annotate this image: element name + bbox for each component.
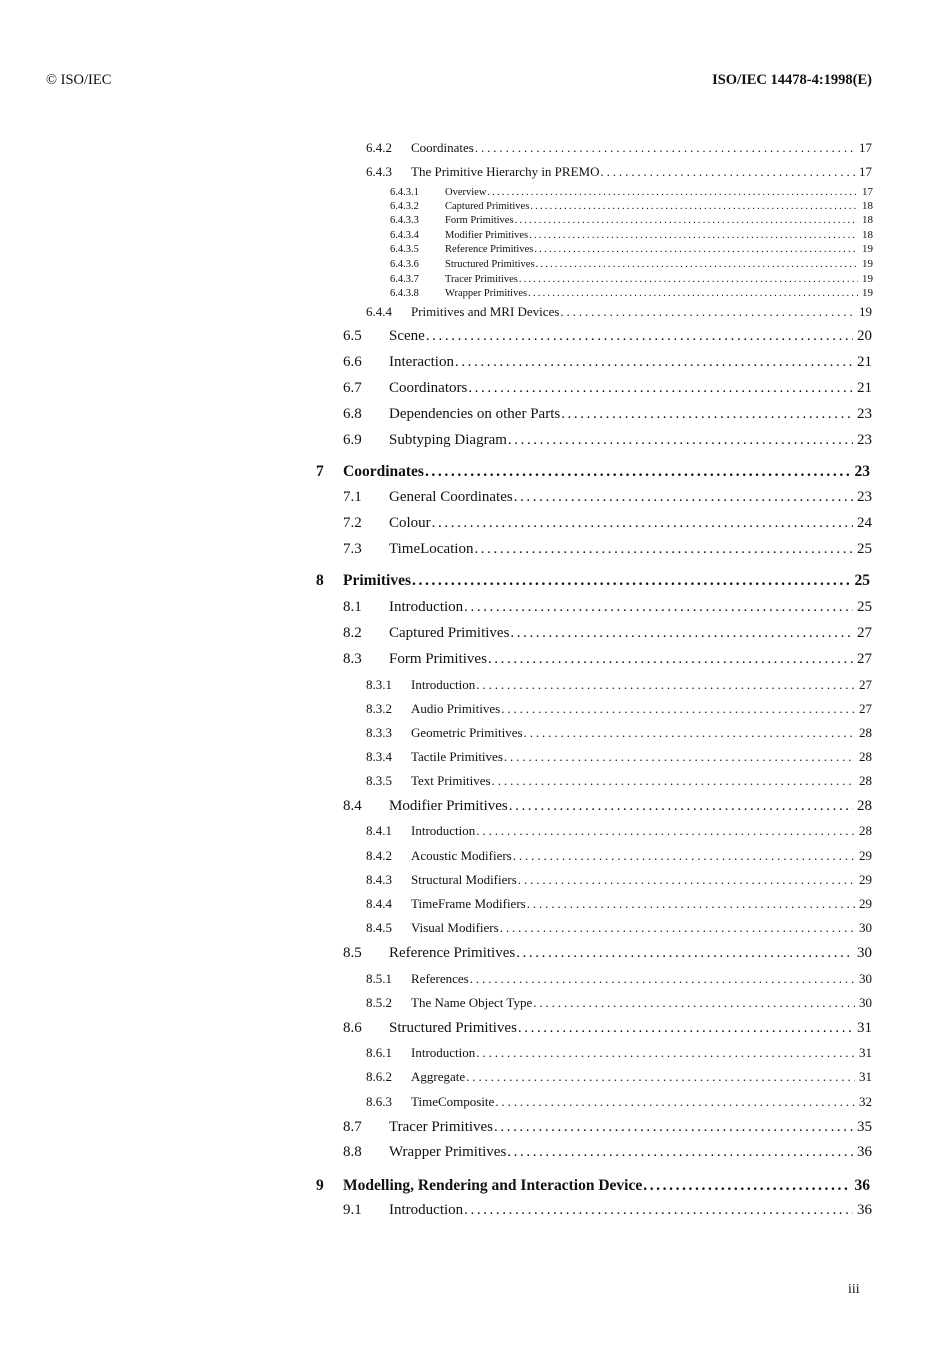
toc-number: 6.4.3.1 [390,187,419,198]
toc-page: 30 [859,920,872,935]
toc-page: 17 [862,186,873,198]
toc-title: Captured Primitives [389,625,510,641]
toc-title: Tracer Primitives [445,274,518,285]
toc-page: 27 [859,701,872,716]
toc-page: 19 [859,304,872,319]
toc-number: 6.4.3.4 [390,230,419,241]
toc-title: Structured Primitives [445,259,535,270]
toc-leader [425,463,851,481]
toc-number: 6.6 [343,354,362,370]
toc-number: 8.4.1 [366,823,392,838]
toc-title: Modifier Primitives [445,230,529,241]
toc-entry-8-6-2[interactable] [366,1069,872,1085]
toc-page: 25 [857,541,872,557]
toc-leader [432,515,853,532]
toc-page: 25 [857,599,872,615]
toc-entry-6-4-3-7[interactable] [390,273,873,285]
toc-number: 8.4.3 [366,872,392,887]
toc-leader [488,651,853,668]
toc-title: Introduction [389,599,464,615]
toc-entry-8-5-2[interactable] [366,995,872,1011]
toc-leader [529,230,858,241]
toc-leader [466,1069,855,1085]
toc-number: 8.6.2 [366,1069,392,1084]
toc-title: Primitives and MRI Devices [411,304,560,319]
toc-entry-6-4-3-4[interactable] [390,229,873,241]
toc-title: TimeLocation [389,541,474,557]
toc-entry-7-1[interactable] [343,489,872,506]
toc-number: 6.4.3 [366,164,392,179]
toc-entry-8-4[interactable] [343,798,872,815]
toc-leader [527,896,855,912]
toc-page: 21 [857,380,872,396]
toc-title: Tactile Primitives [411,749,503,764]
toc-leader [492,773,855,789]
toc-number: 8.5 [343,945,362,961]
toc-entry-6-4-3-5[interactable] [390,243,873,255]
toc-entry-8-6-1[interactable] [366,1045,872,1061]
toc-number: 8.4.5 [366,920,392,935]
toc-page: 29 [859,896,872,911]
toc-number: 8.3 [343,651,362,667]
toc-entry-8[interactable] [316,572,870,590]
toc-title: Coordinators [389,380,468,396]
toc-title: Modifier Primitives [389,798,508,814]
toc-number: 7.1 [343,489,362,505]
toc-leader [518,1020,853,1037]
toc-title: Introduction [411,823,476,838]
toc-number: 6.7 [343,380,362,396]
toc-entry-6-4-3-2[interactable] [390,200,873,212]
toc-leader [533,995,855,1011]
toc-entry-6-9[interactable] [343,432,872,449]
toc-leader [528,288,858,299]
toc-number: 8.6 [343,1020,362,1036]
toc-leader [468,380,853,397]
toc-title: Introduction [389,1202,464,1218]
toc-number: 6.4.3.5 [390,244,419,255]
toc-leader [518,872,855,888]
toc-page: 30 [859,971,872,986]
toc-page: 19 [862,287,873,299]
toc-leader [515,215,858,226]
toc-entry-8-3-2[interactable] [366,701,872,717]
toc-leader [426,328,853,345]
toc-entry-7[interactable] [316,463,870,481]
toc-title: Introduction [411,677,476,692]
toc-title: Aggregate [411,1069,466,1084]
toc-leader [519,274,858,285]
toc-entry-6-4-4[interactable] [366,304,872,320]
toc-page: 28 [859,725,872,740]
toc-entry-6-5[interactable] [343,328,872,345]
toc-entry-8-4-2[interactable] [366,848,872,864]
toc-page: 31 [857,1020,872,1036]
toc-number: 7.3 [343,541,362,557]
toc-number: 8.3.5 [366,773,392,788]
toc-leader [464,599,853,616]
toc-title: Text Primitives [411,773,491,788]
toc-page: 31 [859,1069,872,1084]
toc-title: Scene [389,328,425,344]
toc-leader [530,201,858,212]
toc-entry-9-1[interactable] [343,1202,872,1219]
toc-entry-7-3[interactable] [343,541,872,558]
toc-leader [524,725,855,741]
toc-page: 36 [854,1177,870,1194]
toc-title: Wrapper Primitives [389,1144,507,1160]
toc-leader [476,677,855,693]
toc-page: 28 [859,823,872,838]
toc-number: 9.1 [343,1202,362,1218]
toc-page: 35 [857,1119,872,1135]
toc-title: Wrapper Primitives [445,288,528,299]
toc-title: Reference Primitives [445,244,534,255]
toc-leader [487,187,858,198]
toc-title: Interaction [389,354,454,370]
toc-leader [464,1202,853,1219]
toc-entry-6-4-3-6[interactable] [390,258,873,270]
toc-title: Form Primitives [445,215,514,226]
toc-page: 23 [857,489,872,505]
toc-entry-8-3[interactable] [343,651,872,668]
header-standard-id: ISO/IEC 14478-4:1998(E) [712,72,872,88]
toc-page: 21 [857,354,872,370]
toc-entry-6-4-2[interactable] [366,140,872,156]
toc-title: The Primitive Hierarchy in PREMO [411,164,600,179]
toc-page: 17 [859,140,872,155]
toc-entry-8-8[interactable] [343,1144,872,1161]
toc-page: 28 [857,798,872,814]
toc-entry-6-4-3-8[interactable] [390,287,873,299]
toc-page: 31 [859,1045,872,1060]
toc-title: TimeComposite [411,1094,495,1109]
toc-leader [516,945,853,962]
toc-page: 19 [862,258,873,270]
toc-entry-8-1[interactable] [343,599,872,616]
toc-entry-8-4-1[interactable] [366,823,872,839]
toc-page: 23 [857,432,872,448]
toc-number: 8.7 [343,1119,362,1135]
toc-title: Acoustic Modifiers [411,848,512,863]
toc-number: 8.8 [343,1144,362,1160]
toc-title: Structural Modifiers [411,872,517,887]
toc-number: 6.4.3.2 [390,201,419,212]
toc-page: 36 [857,1202,872,1218]
toc-title: Geometric Primitives [411,725,523,740]
toc-title: References [411,971,469,986]
toc-title: Colour [389,515,431,531]
toc-leader [476,1045,855,1061]
toc-leader [560,304,855,320]
toc-page: 30 [857,945,872,961]
toc-page: 19 [862,243,873,255]
toc-title: The Name Object Type [411,995,533,1010]
toc-page: 23 [857,406,872,422]
toc-number: 8.1 [343,599,362,615]
toc-number: 8.5.1 [366,971,392,986]
toc-title: Modelling, Rendering and Interaction Device [343,1177,643,1194]
toc-leader [474,541,853,558]
toc-page: 24 [857,515,872,531]
toc-entry-8-3-4[interactable] [366,749,872,765]
toc-number: 8.2 [343,625,362,641]
toc-number: 6.4.3.3 [390,215,419,226]
toc-title: Subtyping Diagram [389,432,507,448]
toc-page: 27 [857,625,872,641]
toc-page: 29 [859,872,872,887]
toc-title: Structured Primitives [389,1020,517,1036]
toc-page: 36 [857,1144,872,1160]
toc-entry-6-4-3[interactable] [366,164,872,180]
toc-leader [514,489,853,506]
toc-page: 29 [859,848,872,863]
toc-page: 18 [862,214,873,226]
toc-leader [495,1094,855,1110]
toc-number: 8.4 [343,798,362,814]
toc-leader [504,749,855,765]
toc-leader [476,823,855,839]
toc-number: 6.4.3.7 [390,274,419,285]
page-number: iii [848,1282,860,1297]
toc-number: 8.4.2 [366,848,392,863]
toc-number: 8.3.4 [366,749,392,764]
toc-title: Coordinates [343,463,424,480]
toc-entry-6-4-3-3[interactable] [390,214,873,226]
toc-entry-8-3-5[interactable] [366,773,872,789]
toc-entry-8-5-1[interactable] [366,971,872,987]
toc-number: 8.3.1 [366,677,392,692]
toc-number: 6.4.3.8 [390,288,419,299]
toc-leader [536,259,858,270]
toc-entry-8-3-3[interactable] [366,725,872,741]
toc-number: 6.4.4 [366,304,392,319]
toc-page: 23 [854,463,870,480]
toc-page: 27 [859,677,872,692]
toc-number: 6.8 [343,406,362,422]
toc-page: 17 [859,164,872,179]
toc-number: 6.9 [343,432,362,448]
toc-number: 8 [316,572,324,589]
toc-leader [600,164,855,180]
toc-page: 27 [857,651,872,667]
toc-leader [500,920,855,936]
toc-title: Visual Modifiers [411,920,499,935]
toc-entry-8-6-3[interactable] [366,1094,872,1110]
toc-leader [494,1119,853,1136]
toc-entry-8-7[interactable] [343,1119,872,1136]
toc-entry-8-4-4[interactable] [366,896,872,912]
toc-leader [508,432,853,449]
toc-page: 18 [862,229,873,241]
toc-entry-8-5[interactable] [343,945,872,962]
toc-entry-6-6[interactable] [343,354,872,371]
toc-leader [475,140,855,156]
toc-page: 32 [859,1094,872,1109]
toc-number: 6.5 [343,328,362,344]
toc-title: Form Primitives [389,651,487,667]
toc-leader [509,798,853,815]
toc-number: 8.6.3 [366,1094,392,1109]
toc-number: 8.6.1 [366,1045,392,1060]
toc-entry-6-7[interactable] [343,380,872,397]
toc-title: Coordinates [411,140,474,155]
toc-leader [643,1177,850,1195]
toc-leader [507,1144,853,1161]
toc-title: Captured Primitives [445,201,530,212]
toc-title: General Coordinates [389,489,513,505]
toc-title: TimeFrame Modifiers [411,896,526,911]
toc-entry-8-2[interactable] [343,625,872,642]
toc-entry-7-2[interactable] [343,515,872,532]
toc-title: Reference Primitives [389,945,516,961]
header-copyright: © ISO/IEC [46,72,112,88]
toc-leader [412,572,850,590]
toc-leader [534,244,858,255]
toc-page: 18 [862,200,873,212]
toc-leader [561,406,853,423]
toc-number: 8.5.2 [366,995,392,1010]
toc-leader [513,848,855,864]
toc-number: 8.3.3 [366,725,392,740]
toc-page: 28 [859,749,872,764]
toc-page: 28 [859,773,872,788]
toc-title: Primitives [343,572,412,589]
toc-number: 8.3.2 [366,701,392,716]
toc-number: 9 [316,1177,324,1194]
toc-entry-8-4-3[interactable] [366,872,872,888]
toc-number: 7.2 [343,515,362,531]
toc-leader [501,701,855,717]
toc-title: Tracer Primitives [389,1119,494,1135]
toc-number: 8.4.4 [366,896,392,911]
toc-page: 20 [857,328,872,344]
toc-title: Audio Primitives [411,701,501,716]
toc-number: 7 [316,463,324,480]
toc-page: 19 [862,273,873,285]
toc-number: 6.4.2 [366,140,392,155]
toc-leader [455,354,853,371]
toc-number: 6.4.3.6 [390,259,419,270]
toc-title: Dependencies on other Parts [389,406,561,422]
toc-page: 30 [859,995,872,1010]
toc-title: Introduction [411,1045,476,1060]
toc-entry-9[interactable] [316,1177,870,1195]
toc-leader [510,625,853,642]
toc-entry-8-4-5[interactable] [366,920,872,936]
toc-entry-6-8[interactable] [343,406,872,423]
toc-entry-6-4-3-1[interactable] [390,186,873,198]
toc-entry-8-6[interactable] [343,1020,872,1037]
toc-leader [470,971,855,987]
toc-page: 25 [854,572,870,589]
toc-title: Overview [445,187,487,198]
toc-entry-8-3-1[interactable] [366,677,872,693]
